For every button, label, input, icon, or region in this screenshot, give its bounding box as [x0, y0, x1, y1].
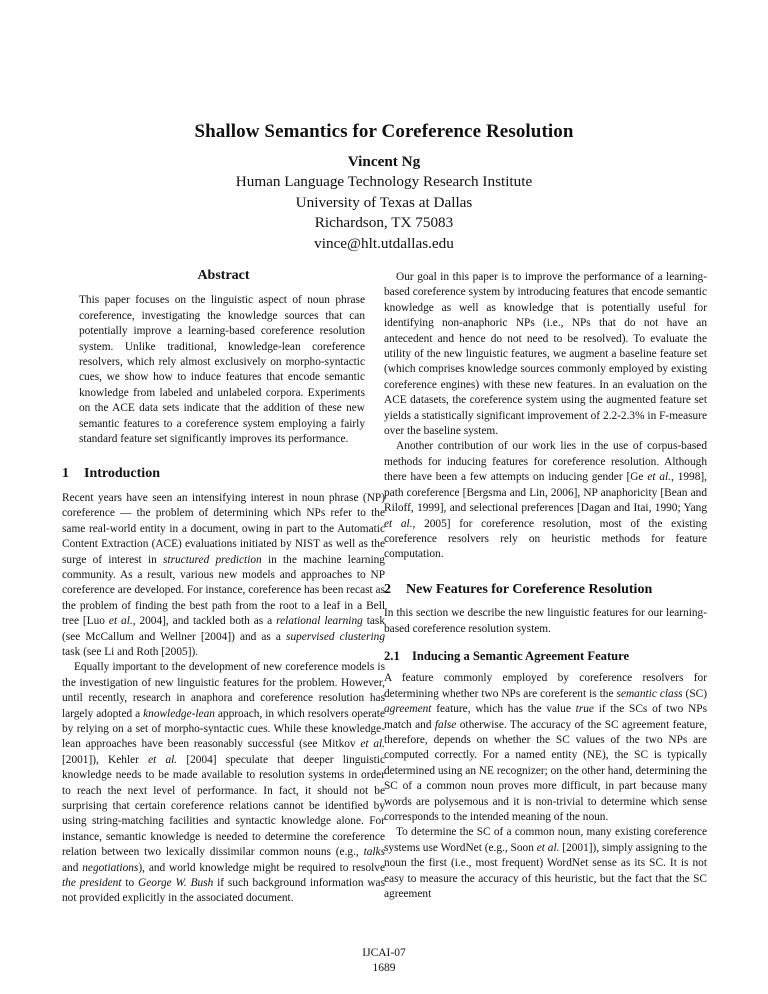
right-column	[384, 270, 707, 902]
section-title: New Features for Coreference Resolution	[406, 581, 653, 597]
affiliation-line: Human Language Technology Research Institute	[235, 173, 533, 191]
paper-title: Shallow Semantics for Coreference Resolution	[194, 121, 574, 142]
intro-paragraph-4: Another contribution of our work lies in the use of corpus-based methods for inducing features for coreference resolution. Although there have been a few attempts on inducing gender [Ge et al., 1998], path coreference [Bergsma and Lin, 2006], NP anaphoricity [Bean and Riloff, 1999], and selectional preferences [Dagan and Itai, 1990; Yang et al., 2005] for coreference resolution, most of the existing coreference resolvers rely on heuristic methods for feature computation.	[384, 440, 707, 561]
author-name: Vincent Ng	[347, 153, 421, 170]
intro-paragraph-1: Recent years have seen an intensifying interest in noun phrase (NP) coreference — the problem of determining which NPs refer to the same real-world entity in a document, owing in part to the Automatic Content Extraction (ACE) evaluations initiated by NIST as well as the surge of interest in structured prediction in the machine learning community. As a result, various new models and approaches to NP coreference are developed. For instance, coreference has been recast as the problem of finding the best path from the root to a leaf in a Bell tree [Luo et al., 2004], and tackled both as a relational learning task (see McCallum and Wellner [2004]) and as a supervised clustering task (see Li and Roth [2005]).	[62, 491, 385, 658]
author-email: vince@hlt.utdallas.edu	[314, 234, 454, 252]
intro-paragraph-2: Equally important to the development of new coreference models is the investigation of new linguistic features for the problem. However, until recently, research in anaphora and coreference resolution has largely adopted a knowledge-lean approach, in which resolvers operate by relying on a set of morpho-syntactic cues. While these knowledge-lean approaches have been reasonably successful (see Mitkov et al. [2001]), Kehler et al. [2004] speculate that deeper linguistic knowledge needs to be made available to resolution systems in order to reach the next level of performance. In fact, it should not be surprising that certain coreference relations cannot be identified by using string-matching facilities and syntactic knowledge alone. For instance, semantic knowledge is needed to determine the coreference relation between two lexically dissimilar common nouns (e.g., talks and negotiations), and world knowledge might be required to resolve the president to George W. Bush if such background information was not provided explicitly in the associated document.	[62, 661, 386, 905]
venue-label: IJCAI-07	[362, 947, 406, 959]
abstract-heading: Abstract	[197, 268, 250, 283]
new-features-paragraph-1: In this section we describe the new linguistic features for our learning-based coreference resolution system.	[384, 607, 707, 635]
intro-paragraph-3: Our goal in this paper is to improve the performance of a learning-based coreference system by introducing features that encode semantic knowledge as well as knowledge that is potentially useful for identifying non-anaphoric NPs (i.e., NPs that do not have an antecedent and hence do not need to be resolved). To evaluate the utility of the new linguistic features, we augment a baseline feature set (which comprises knowledge sources commonly employed by existing coreference engines) with these new features. In an evaluation on the ACE datasets, the coreference system using the augmented feature set yields a statistically significant improvement of 2.2-2.3% in F-measure over the baseline system.	[384, 271, 707, 438]
page-number: 1689	[372, 962, 396, 974]
semantic-agreement-paragraph-1: A feature commonly employed by coreference resolvers for determining whether two NPs are coreferent is the semantic class (SC) agreement feature, which has the value true if the SCs of two NPs match and false otherwise. The accuracy of the SC agreement feature, therefore, depends on whether the SC values of the two NPs are computed correctly. For a named entity (NE), the SC is typically determined using an NE recognizer; on the other hand, determining the SC of a common noun proves more difficult, in part because many words are polysemous and it is non-trivial to determine which sense corresponds to the intended meaning of the noun.	[384, 672, 707, 823]
semantic-agreement-paragraph-2: To determine the SC of a common noun, many existing coreference systems use WordNet (e.g., Soon et al. [2001]), simply assigning to the noun the first (i.e., most frequent) WordNet sense as its SC. It is not easy to measure the accuracy of this heuristic, but the fact that the SC agreement	[384, 826, 707, 901]
section-title: Introduction	[84, 466, 160, 482]
author-block	[0, 152, 768, 254]
affiliation-line: Richardson, TX 75083	[314, 214, 454, 232]
abstract-text: This paper focuses on the linguistic aspect of noun phrase coreference, investigating the knowledge sources that can potentially improve a learning-based coreference resolution system. Unlike traditional, knowledge-lean coreference resolvers, which rely almost exclusively on morpho-syntactic cues, we show how to induce features that encode semantic knowledge from labeled and unlabeled corpora. Experiments on the ACE data sets indicate that the addition of these new semantic features to a coreference system employing a fairly standard feature set significantly improves its performance.	[79, 294, 365, 446]
section-heading-new-features	[384, 582, 707, 597]
subsection-title: Inducing a Semantic Agreement Feature	[412, 648, 630, 663]
section-number: 2	[384, 581, 391, 597]
left-column	[62, 268, 385, 907]
section-number: 1	[62, 466, 69, 482]
page-footer	[0, 946, 768, 976]
subsection-number: 2.1	[384, 648, 400, 663]
section-heading-introduction	[62, 466, 385, 481]
affiliation-line: University of Texas at Dallas	[295, 193, 473, 211]
subsection-heading-semantic-agreement	[384, 649, 707, 664]
